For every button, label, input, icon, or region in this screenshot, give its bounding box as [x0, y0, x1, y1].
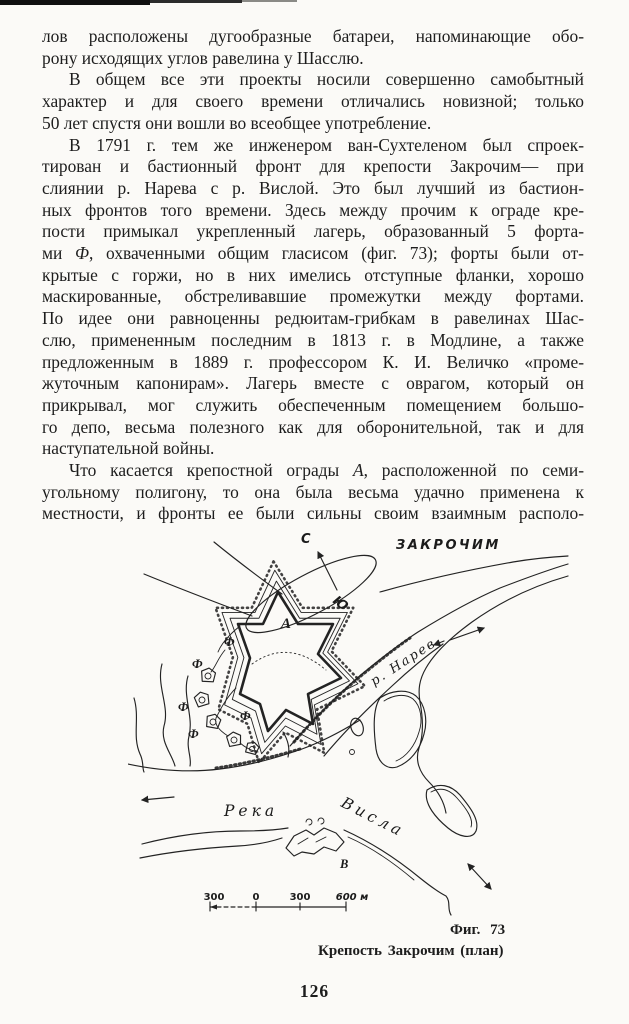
page-number: 126 — [299, 981, 330, 1001]
fort-letter-label: Ф — [240, 709, 251, 723]
fortress-zakrochim — [216, 561, 365, 763]
text-line: слю, примененным последним в 1813 г. в Модлине, а также — [42, 329, 584, 350]
scale-label: 300 — [289, 892, 311, 903]
text-line: маскированные, обстреливавшие промежутки между фортами. — [42, 286, 584, 307]
scale-label: 0 — [252, 892, 260, 903]
flow-arrow-icon — [434, 628, 484, 645]
flow-arrow-icon — [468, 864, 491, 889]
text-line: Что касается крепостной ограды А, расположенной по семи- — [69, 460, 584, 481]
text-line: угольному полигону, то она была весьма удачно применена к — [42, 481, 584, 502]
text-line: наступательной войны. — [42, 438, 215, 459]
fort-letter-label: Ф — [224, 635, 235, 649]
text-line: ми Ф, охваченными общим гласисом (фиг. 73); форты были от- — [42, 243, 584, 264]
text-line: рону исходящих углов равелина у Шасслю. — [42, 47, 364, 68]
bridgehead-fort — [286, 818, 344, 856]
town-name-label: ЗАКРОЧИМ — [396, 538, 501, 553]
scan-artifact-bar — [242, 0, 297, 2]
text-line: местности, и фронты ее были сильны своим взаимным располо- — [42, 503, 584, 524]
terrain-line — [144, 574, 252, 616]
text-line: лов расположены дугообразные батареи, напоминающие обо- — [42, 26, 584, 46]
fort-letter-label: Ф — [192, 657, 203, 671]
text-line: прикрывал, мог служить обеспеченным помещением большо- — [42, 394, 584, 415]
text-line: тирован и бастионный фронт для крепости Закрочим— при — [42, 156, 584, 177]
text-line: По идее они равноценны редюитам-грибкам в равелинах Шас- — [42, 308, 584, 329]
figure-caption-number: Фиг. 73 — [450, 922, 506, 938]
text-line: слиянии р. Нарева с р. Вислой. Это был лучший из бастион- — [42, 177, 584, 198]
inner-dotted-line — [252, 652, 326, 670]
terrain-line — [214, 542, 282, 594]
flow-arrow-icon — [142, 797, 174, 800]
bridgehead-letter-label: В — [340, 857, 349, 871]
text-line: крытые с горжи, но в них имелись отступные фланки, хорошо — [42, 264, 584, 285]
figure-caption-title: Крепость Закрочим (план) — [318, 943, 504, 959]
river-narev-label: р. Нарев — [368, 635, 440, 690]
river-vistula-label-word1: Река — [224, 802, 279, 820]
text-line: В 1791 г. тем же инженером ван-Сухтеленом был спроек- — [69, 134, 584, 155]
fort-letter-label: Ф — [188, 727, 199, 741]
text-line: пости примыкал укрепленный лагерь, образованный 5 форта- — [42, 221, 584, 242]
fortress-letter-label: А — [281, 616, 292, 632]
text-line: В общем все эти проекты носили совершенно самобытный — [69, 69, 584, 90]
fortress-map — [128, 528, 570, 920]
text-line: характер и для своего времени отличались новизной; только — [42, 91, 584, 112]
text-line: предложенным в 1889 г. профессором К. И. Величко «проме- — [42, 351, 584, 372]
scan-artifact-bar — [0, 0, 150, 5]
text-line: жуточным капонирам». Лагерь вместе с оврагом, который он — [42, 373, 584, 394]
text-line: го депо, весьма полезного как для оборонительной, так и для — [42, 416, 584, 437]
north-label: С — [301, 532, 314, 547]
figure-73 — [128, 528, 570, 920]
ravine-lines — [134, 664, 190, 772]
text-line: 50 лет спустя они вошли во всеобщее употребление. — [42, 112, 432, 133]
scale-label: 600 м — [335, 892, 369, 903]
body-text — [42, 26, 584, 525]
vistula-north-bank — [128, 720, 360, 771]
south-label: Ю — [329, 593, 353, 617]
fort-letter-label: Ф — [178, 700, 189, 714]
scale-bar — [204, 892, 369, 911]
text-line: ных фронтов того времени. Здесь между прочим к ограде кре- — [42, 199, 584, 220]
compass-north-arrow-icon — [301, 532, 353, 616]
camp-line — [211, 650, 225, 672]
scale-label: 300 — [203, 892, 225, 903]
scan-artifact-bar — [150, 0, 242, 3]
river-vistula-label-word2: Висла — [338, 793, 408, 841]
